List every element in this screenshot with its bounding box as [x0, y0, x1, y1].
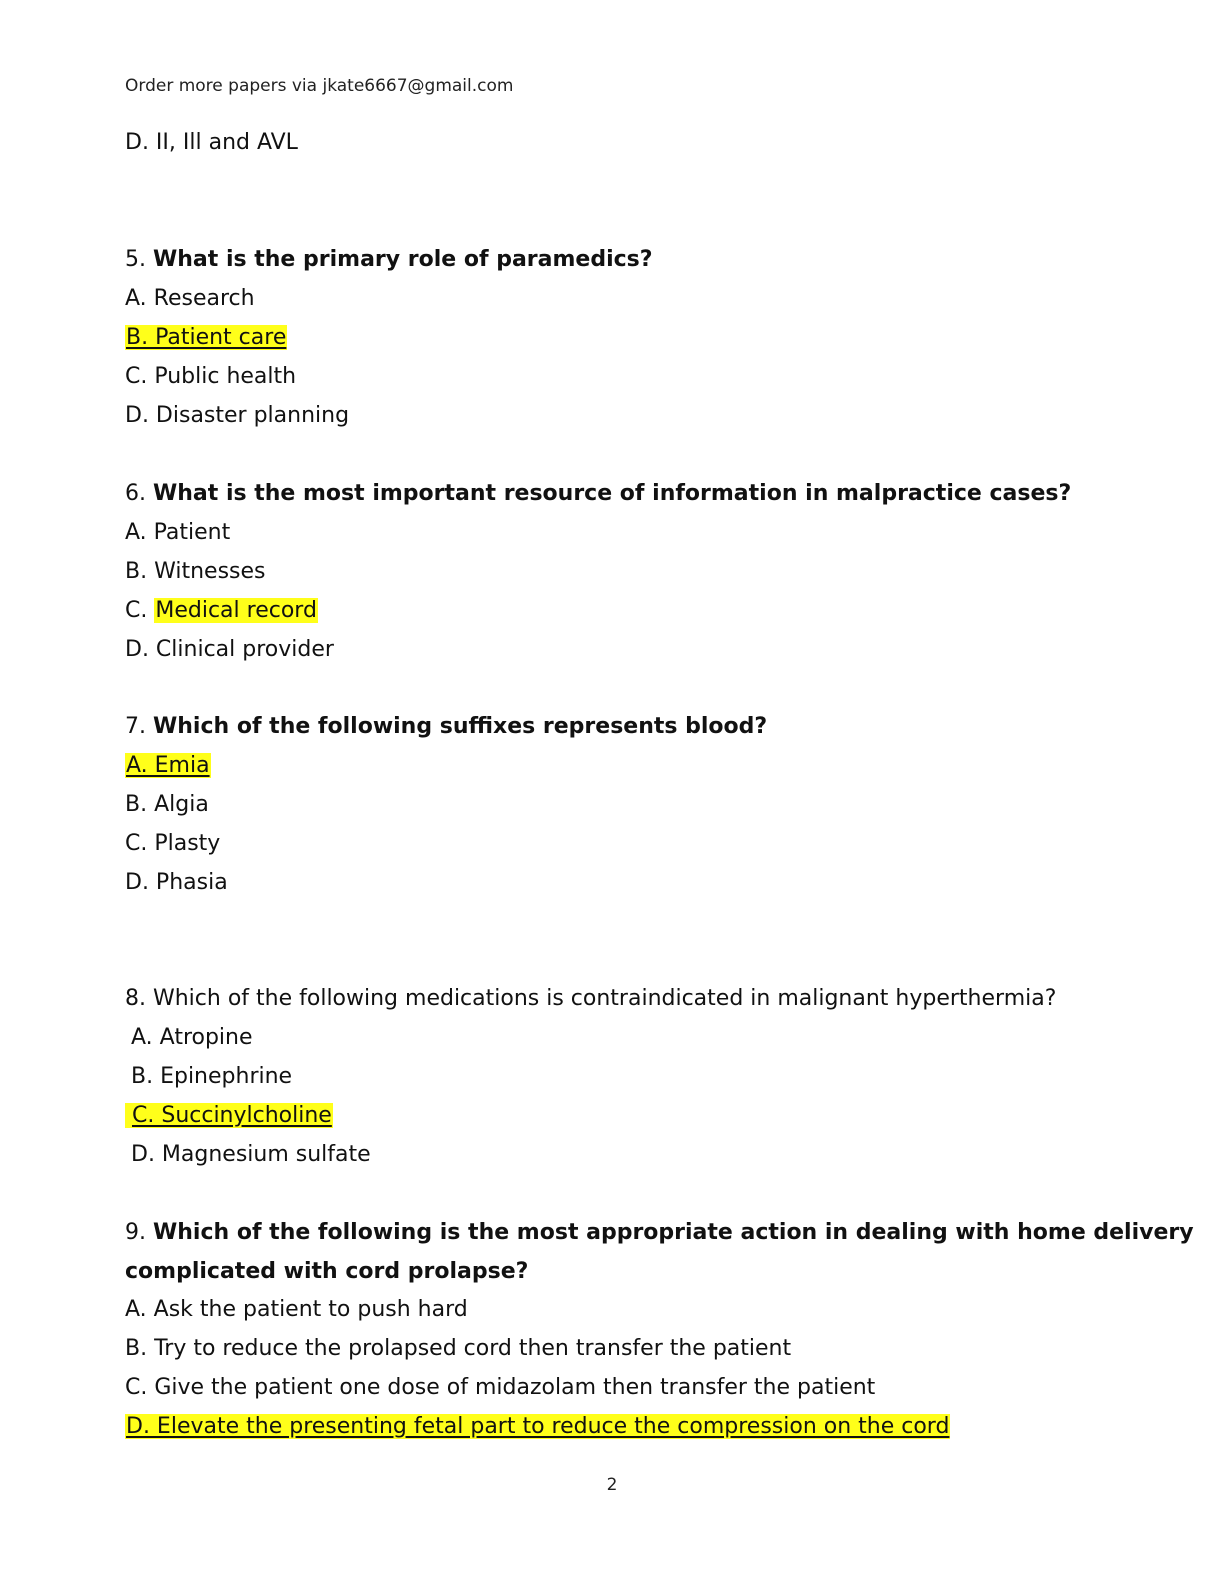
highlighted-answer: Medical record [155, 598, 317, 623]
question-8: 8. Which of the following medications is contraindicated in malignant hyperthermia? [125, 986, 1057, 1011]
question-5 [125, 245, 653, 275]
question-text: What is the most important resource of information in malpractice cases? [153, 481, 1072, 506]
q5-option-b-answer [125, 323, 287, 353]
option-letter: C. [125, 598, 148, 623]
q6-option-c-answer [125, 596, 318, 626]
q9-option-b: B. Try to reduce the prolapsed cord then transfer the patient [125, 1336, 792, 1361]
q7-option-b: B. Algia [125, 792, 209, 817]
q6-option-d: D. Clinical provider [125, 637, 334, 662]
q9-option-d-answer [125, 1412, 950, 1442]
q8-option-a: A. Atropine [131, 1025, 253, 1050]
q7-option-c: C. Plasty [125, 831, 221, 856]
question-number: 9. [125, 1220, 146, 1245]
q5-option-a: A. Research [125, 286, 255, 311]
q8-option-d: D. Magnesium sulfate [131, 1142, 371, 1167]
question-6 [125, 479, 1071, 509]
question-7 [125, 712, 767, 742]
q9-option-c: C. Give the patient one dose of midazolam then transfer the patient [125, 1375, 876, 1400]
q5-option-d: D. Disaster planning [125, 403, 350, 428]
question-text: Which of the following is the most appropriate action in dealing with home delivery [153, 1220, 1194, 1245]
highlighted-answer: D. Elevate the presenting fetal part to reduce the compression on the cord [126, 1414, 950, 1439]
highlighted-answer: A. Emia [126, 753, 210, 778]
question-number: 6. [125, 481, 146, 506]
q6-option-b: B. Witnesses [125, 559, 266, 584]
question-9-continued: complicated with cord prolapse? [125, 1259, 529, 1284]
q5-option-c: C. Public health [125, 364, 297, 389]
q7-option-d: D. Phasia [125, 870, 228, 895]
header-text: Order more papers via jkate6667@gmail.com [125, 76, 514, 96]
q8-option-b: B. Epinephrine [131, 1064, 293, 1089]
q6-option-a: A. Patient [125, 520, 231, 545]
question-text: What is the primary role of paramedics? [153, 247, 653, 272]
q8-option-c-answer [125, 1101, 333, 1131]
highlighted-answer: C. Succinylcholine [125, 1103, 333, 1128]
question-number: 7. [125, 714, 146, 739]
page-number: 2 [606, 1475, 618, 1495]
question-9 [125, 1218, 1194, 1248]
highlighted-answer: B. Patient care [126, 325, 287, 350]
q4-option-d: D. II, Ill and AVL [125, 130, 298, 155]
q7-option-a-answer [125, 751, 211, 781]
question-text: Which of the following suffixes represents blood? [153, 714, 768, 739]
q9-option-a: A. Ask the patient to push hard [125, 1297, 468, 1322]
question-number: 5. [125, 247, 146, 272]
